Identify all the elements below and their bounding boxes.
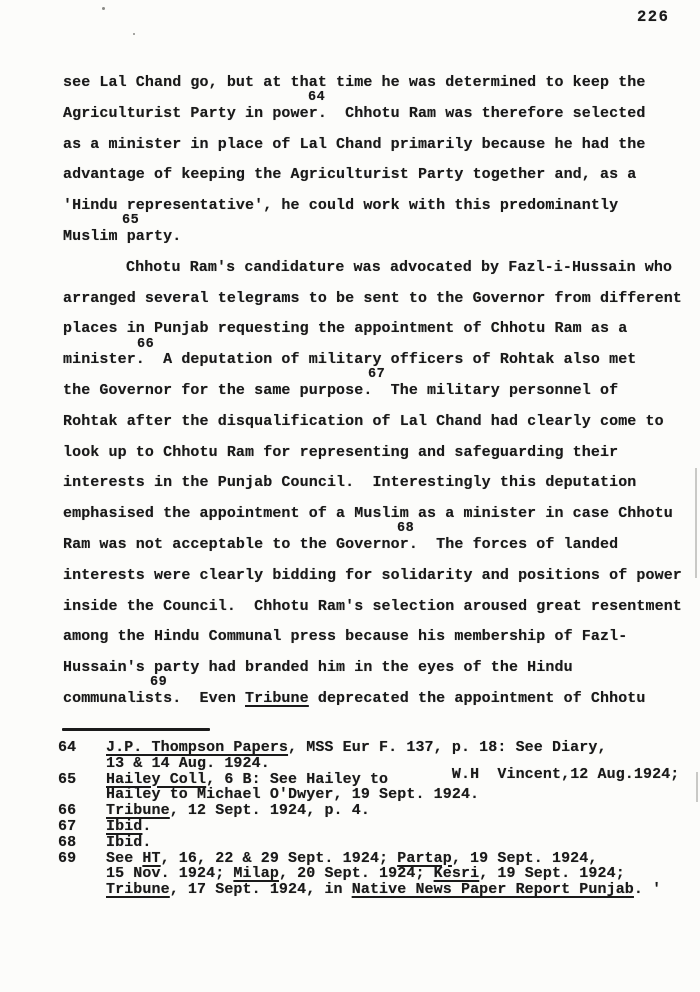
body-line	[63, 213, 693, 259]
footnote-row	[58, 804, 700, 820]
footnote-number: 68	[58, 833, 77, 851]
text-segment: inside the Council. Chhotu Ram's selection aroused great resentment	[63, 597, 682, 615]
footnote-text	[106, 741, 607, 755]
body-line	[63, 444, 693, 475]
text-segment: , 20 Sept. 1924;	[278, 865, 434, 883]
scan-speck	[133, 33, 135, 35]
footnote-marker: 68	[397, 521, 415, 537]
text-segment: Ibid	[106, 817, 143, 835]
body-line	[63, 505, 693, 536]
text-segment: . '	[633, 881, 662, 899]
footnote-number: 66	[58, 802, 77, 820]
text-segment: the Governor for the same purpose. The military personnel of	[63, 381, 619, 399]
body-line	[63, 166, 693, 197]
text-segment: , 6 B: See Hailey to	[206, 770, 452, 788]
body-line	[63, 197, 693, 228]
text-segment: emphasised the appointment of a Muslim as a minister in case Chhotu	[63, 505, 673, 523]
text-segment: Milap	[233, 865, 279, 883]
footnotes	[58, 741, 700, 899]
text-segment: Hussain's party had branded him in the eyes of the Hindu	[63, 659, 573, 677]
text-segment: 15 Nov. 1924;	[106, 865, 234, 883]
text-segment: minister. A deputation of military officers of Rohtak also met	[63, 351, 637, 369]
text-segment: 'Hindu representative', he could work with this predominantly	[63, 197, 619, 215]
body-line	[63, 74, 693, 105]
footnote-marker: 69	[150, 675, 168, 691]
body-line	[63, 290, 693, 321]
footnote-text	[106, 804, 370, 818]
body-line	[63, 567, 693, 598]
body-line	[63, 259, 693, 290]
text-segment: Chhotu Ram's candidature was advocated by Fazl-i-Hussain who	[126, 258, 673, 276]
footnote-number: 67	[58, 817, 77, 835]
text-segment: , 12 Sept. 1924, p. 4.	[169, 802, 370, 820]
body-line	[63, 598, 693, 629]
body-text	[63, 74, 693, 721]
footnote-marker: 64	[308, 90, 326, 106]
footnote-separator	[62, 728, 210, 731]
body-line	[63, 367, 693, 413]
footnote-text	[106, 849, 598, 867]
text-segment: as a minister in place of Lal Chand primarily because he had the	[63, 135, 646, 153]
text-segment: Muslim party.	[63, 227, 182, 245]
body-line	[63, 90, 693, 136]
footnote-text	[106, 833, 152, 851]
body-line	[63, 521, 693, 567]
scan-artifact-line	[695, 468, 697, 578]
text-segment: places in Punjab requesting the appointment of Chhotu Ram as a	[63, 320, 628, 338]
text-segment: , 19 Sept. 1924,	[451, 849, 598, 867]
text-segment: .	[142, 817, 152, 835]
body-line	[63, 413, 693, 444]
text-segment: Tribune	[106, 881, 170, 899]
text-segment: Agriculturist Party in power. Chhotu Ram was therefore selected	[63, 104, 646, 122]
footnote-row	[58, 817, 700, 836]
footnote-text	[106, 788, 479, 802]
text-segment: communalists. Even	[63, 689, 246, 707]
text-segment: look up to Chhotu Ram for representing and safeguarding their	[63, 443, 619, 461]
footnote-number: 64	[58, 739, 77, 756]
body-line	[63, 628, 693, 659]
text-segment: , 17 Sept. 1924, in	[169, 881, 352, 899]
text-segment: HT	[142, 849, 161, 867]
text-segment: , 16, 22 & 29 Sept. 1924;	[160, 849, 398, 867]
footnote-text	[106, 754, 270, 772]
text-segment: Ram was not acceptable to the Governor. The forces of landed	[63, 535, 619, 553]
footnote-text	[106, 867, 625, 881]
scan-speck	[102, 7, 105, 10]
text-segment: Hailey Coll	[106, 770, 207, 788]
text-segment: W.H Vincent,12 Aug.1924;	[451, 765, 680, 783]
footnote-number: 65	[58, 770, 77, 788]
body-line	[63, 474, 693, 505]
text-segment: Ibid.	[106, 833, 152, 851]
body-line	[63, 675, 693, 721]
text-segment: interests in the Punjab Council. Interestingly this deputation	[63, 474, 637, 492]
footnote-marker: 66	[137, 336, 155, 352]
footnote-text	[106, 883, 661, 897]
text-segment: , 19 Sept. 1924;	[479, 865, 625, 883]
text-segment: J.P. Thompson Papers	[106, 739, 289, 756]
text-segment: 13 & 14 Aug. 1924.	[106, 754, 270, 772]
page-number: 226	[637, 8, 670, 26]
footnote-text	[106, 765, 680, 788]
text-segment: Hailey to Michael O'Dwyer, 19 Sept. 1924.	[106, 786, 480, 804]
text-segment: Tribune	[106, 802, 170, 820]
body-line	[63, 320, 693, 351]
text-segment: Tribune	[245, 689, 309, 707]
scan-artifact-line	[696, 772, 698, 802]
footnote-marker: 65	[122, 213, 140, 229]
text-segment: interests were clearly bidding for solidarity and positions of power	[63, 566, 682, 584]
footnote-marker: 67	[368, 367, 386, 383]
text-segment: Partap	[397, 849, 452, 867]
text-segment: Rohtak after the disqualification of Lal Chand had clearly come to	[63, 412, 664, 430]
body-line	[63, 136, 693, 167]
footnote-text	[106, 817, 152, 835]
footnote-row	[58, 883, 700, 899]
text-segment: See	[106, 849, 143, 867]
text-segment: Native News Paper Report Punjab	[351, 881, 634, 899]
text-segment: deprecated the appointment of Chhotu	[308, 689, 646, 707]
text-segment: see Lal Chand go, but at that time he was determined to keep the	[63, 74, 646, 91]
text-segment: , MSS Eur F. 137, p. 18: See Diary,	[288, 739, 607, 756]
text-segment: advantage of keeping the Agriculturist Party together and, as a	[63, 166, 637, 184]
text-segment: Kesri	[433, 865, 480, 883]
footnote-number: 69	[58, 849, 77, 867]
text-segment: among the Hindu Communal press because his membership of Fazl-	[63, 628, 628, 646]
text-segment: arranged several telegrams to be sent to the Governor from different	[63, 289, 682, 307]
